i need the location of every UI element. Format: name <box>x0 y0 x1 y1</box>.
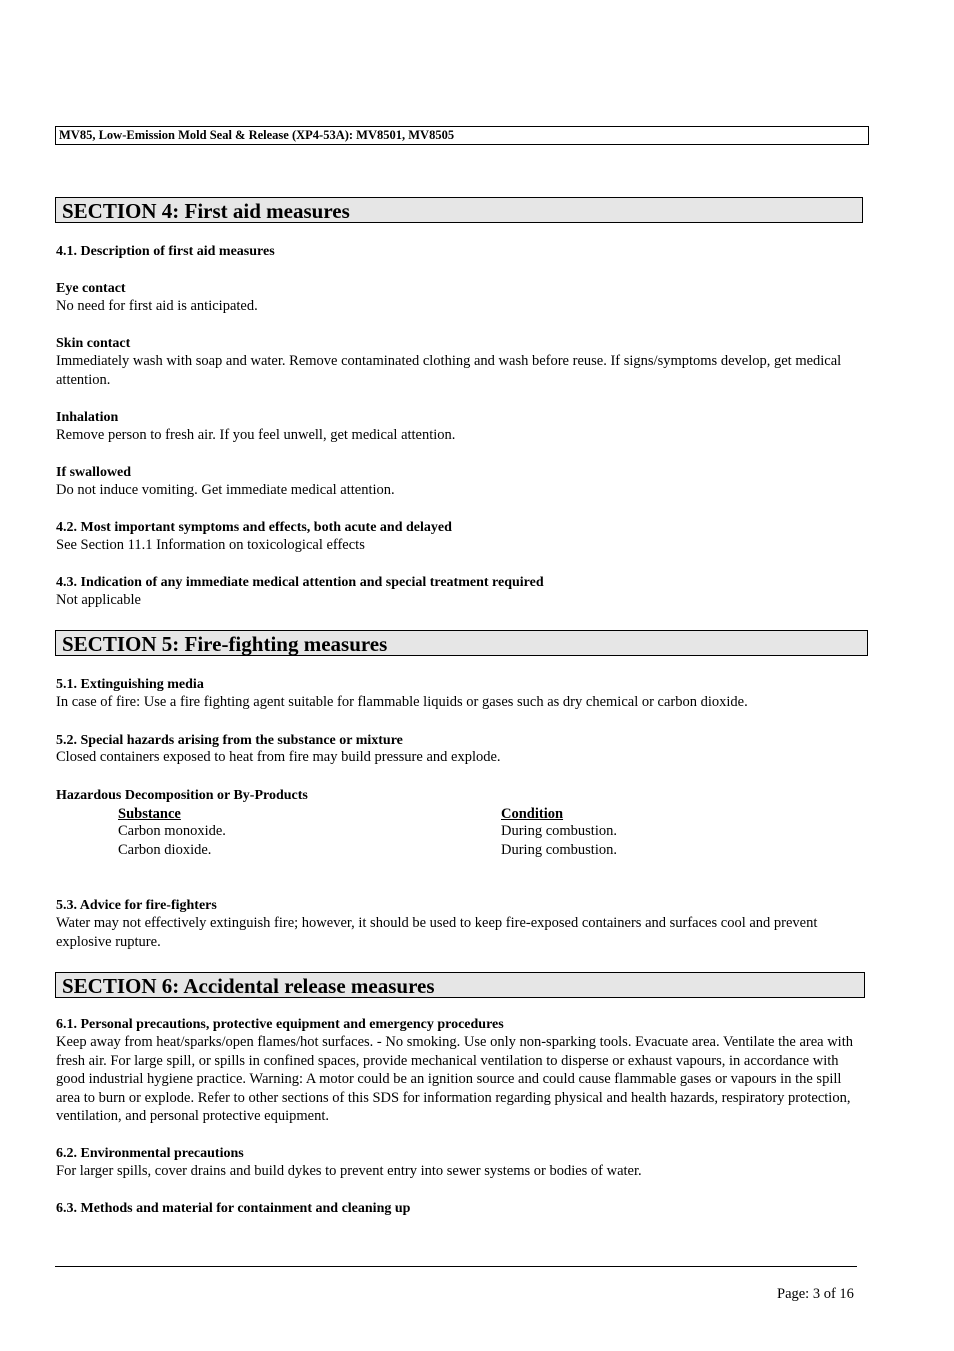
inhalation-title: Inhalation <box>56 410 119 425</box>
table-cell-substance: Carbon monoxide. <box>118 823 226 839</box>
s62-title: 6.2. Environmental precautions <box>56 1146 244 1161</box>
s41-title: 4.1. Description of first aid measures <box>56 244 275 259</box>
s51-title: 5.1. Extinguishing media <box>56 677 204 692</box>
skin-contact-title: Skin contact <box>56 336 131 351</box>
section-4-title: SECTION 4: First aid measures <box>55 197 863 223</box>
eye-contact-title: Eye contact <box>56 281 126 296</box>
s52-title: 5.2. Special hazards arising from the substance or mixture <box>56 733 403 748</box>
table-cell-substance: Carbon dioxide. <box>118 842 212 858</box>
s63-title: 6.3. Methods and material for containment and cleaning up <box>56 1201 411 1216</box>
inhalation-text: Remove person to fresh air. If you feel unwell, get medical attention. <box>56 427 456 443</box>
s61-text: Keep away from heat/sparks/open flames/hot surfaces. - No smoking. Use only non-sparking tools. Evacuate area. Ventilate the area with fresh air. For large spill, or spills in confined spaces, provide mechanical ventilation to disperse or exhaust vapours, in accordance with good industrial hygiene practice. Warning: A motor could be an ignition source and could cause flammable gases or vapours in the spill area to burn or explode. Refer to other sections of this SDS for information regarding physical and health hazards, respiratory protection, ventilation, and personal protective equipment. <box>56 1034 853 1124</box>
s42-title: 4.2. Most important symptoms and effects, both acute and delayed <box>56 520 452 535</box>
hazardous-decomposition-title: Hazardous Decomposition or By-Products <box>56 788 308 803</box>
s53-text: Water may not effectively extinguish fire; however, it should be used to keep fire-exposed containers and surfaces cool and prevent explosive rupture. <box>56 915 818 950</box>
footer-divider <box>55 1266 857 1267</box>
skin-contact-text: Immediately wash with soap and water. Remove contaminated clothing and wash before reuse. If signs/symptoms develop, get medical attention. <box>56 353 842 388</box>
s51-text: In case of fire: Use a fire fighting agent suitable for flammable liquids or gases such as dry chemical or carbon dioxide. <box>56 694 748 710</box>
s61-title: 6.1. Personal precautions, protective equipment and emergency procedures <box>56 1017 504 1032</box>
section-6-title: SECTION 6: Accidental release measures <box>55 972 865 998</box>
s42-text: See Section 11.1 Information on toxicological effects <box>56 537 365 553</box>
table-header-condition: Condition <box>501 806 564 822</box>
page-number: Page: 3 of 16 <box>777 1286 854 1302</box>
s62-text: For larger spills, cover drains and build dykes to prevent entry into sewer systems or bodies of water. <box>56 1163 642 1179</box>
document-header: MV85, Low-Emission Mold Seal & Release (XP4-53A): MV8501, MV8505 <box>55 126 869 145</box>
swallowed-text: Do not induce vomiting. Get immediate medical attention. <box>56 482 395 498</box>
table-cell-condition: During combustion. <box>501 823 617 839</box>
swallowed-title: If swallowed <box>56 465 132 480</box>
s43-title: 4.3. Indication of any immediate medical attention and special treatment required <box>56 575 544 590</box>
s43-text: Not applicable <box>56 592 141 608</box>
table-header-substance: Substance <box>118 806 181 822</box>
table-cell-condition: During combustion. <box>501 842 617 858</box>
s53-title: 5.3. Advice for fire-fighters <box>56 898 217 913</box>
eye-contact-text: No need for first aid is anticipated. <box>56 298 258 314</box>
s52-text: Closed containers exposed to heat from fire may build pressure and explode. <box>56 749 501 765</box>
section-5-title: SECTION 5: Fire-fighting measures <box>55 630 868 656</box>
